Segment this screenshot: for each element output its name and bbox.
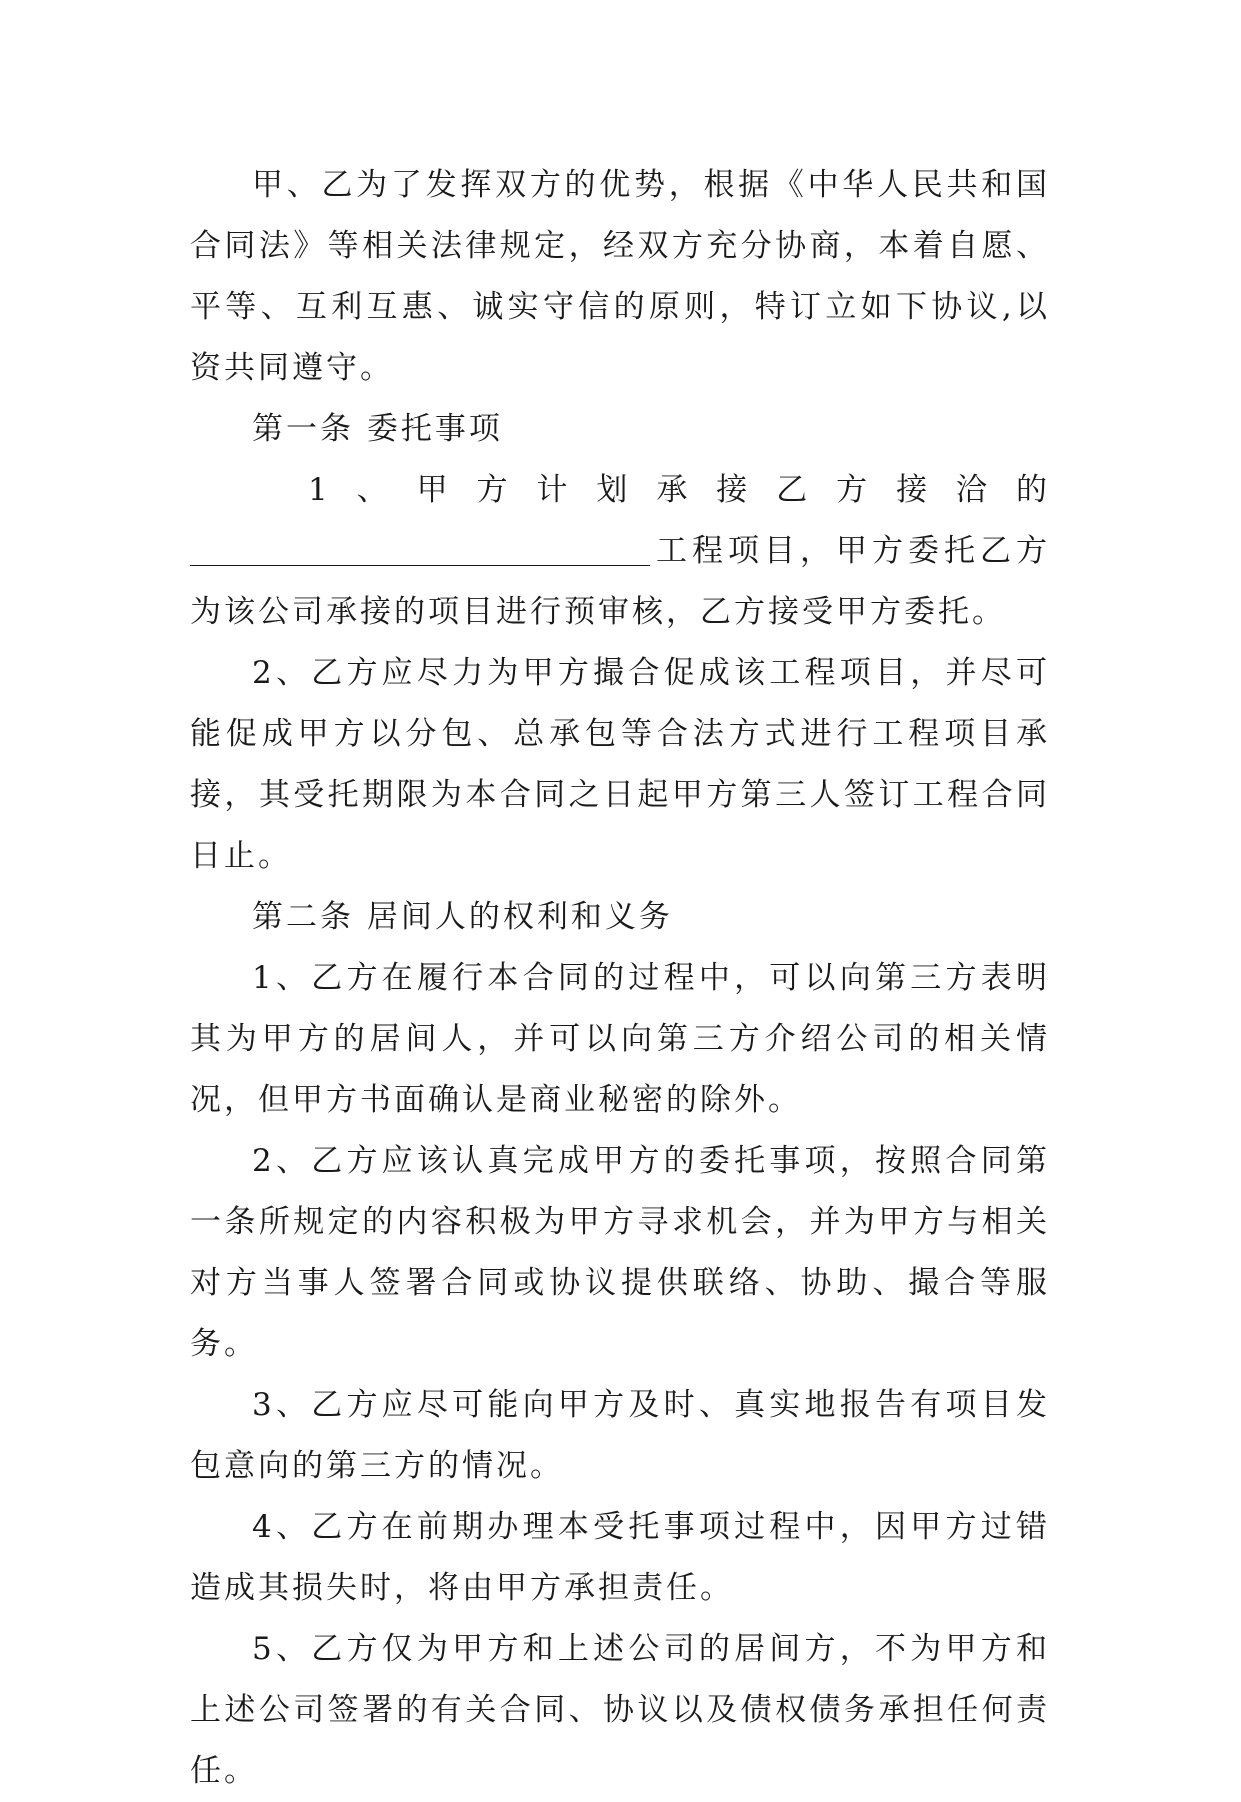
article-1-item-2: 2、乙方应尽力为甲方撮合促成该工程项目，并尽可能促成甲方以分包、总承包等合法方式进行工程项目承接，其受托期限为本合同之日起甲方第三人签订工程合同日止。 <box>190 655 1050 874</box>
article-1-heading: 第一条 委托事项 <box>252 411 503 447</box>
item-1-char: 甲 <box>416 472 451 508</box>
article-1-item-1-continuation <box>190 521 1050 643</box>
article-1-item-1-rest: 工程项目，甲方委托乙方为该公司承接的项目进行预审核，乙方接受甲方委托。 <box>190 533 1050 630</box>
article-2-item-5: 5、乙方仅为甲方和上述公司的居间方，不为甲方和上述公司签署的有关合同、协议以及债权债务承担任何责任。 <box>190 1631 1050 1789</box>
article-1-item-1-first-line <box>190 460 1050 521</box>
item-1-char: 乙 <box>776 472 811 508</box>
item-1-char: 计 <box>536 472 571 508</box>
article-2-item-3: 3、乙方应尽可能向甲方及时、真实地报告有项目发包意向的第三方的情况。 <box>190 1387 1050 1484</box>
item-1-char: 1 <box>308 472 331 508</box>
article-2-item-2: 2、乙方应该认真完成甲方的委托事项，按照合同第一条所规定的内容积极为甲方寻求机会，并为甲方与相关对方当事人签署合同或协议提供联络、协助、撮合等服务。 <box>190 1143 1050 1362</box>
item-1-char: 接 <box>716 472 751 508</box>
article-2-item-1: 1、乙方在履行本合同的过程中，可以向第三方表明其为甲方的居间人，并可以向第三方介绍公司的相关情况，但甲方书面确认是商业秘密的除外。 <box>190 960 1050 1118</box>
item-1-char: 洽 <box>956 472 991 508</box>
project-name-blank <box>190 521 650 566</box>
item-1-char: 承 <box>656 472 691 508</box>
article-2-heading: 第二条 居间人的权利和义务 <box>252 899 673 935</box>
item-1-char: 的 <box>1015 472 1050 508</box>
preamble-paragraph: 甲、乙为了发挥双方的优势，根据《中华人民共和国合同法》等相关法律规定，经双方充分协商，本着自愿、平等、互利互惠、诚实守信的原则，特订立如下协议,以资共同遵守。 <box>190 167 1050 386</box>
item-1-char: 划 <box>596 472 631 508</box>
item-1-char: 接 <box>896 472 931 508</box>
article-2-item-4: 4、乙方在前期办理本受托事项过程中，因甲方过错造成其损失时，将由甲方承担责任。 <box>190 1509 1050 1606</box>
item-1-char: 方 <box>836 472 871 508</box>
item-1-char: 、 <box>356 472 391 508</box>
item-1-char: 方 <box>476 472 511 508</box>
document-body <box>190 155 1050 1802</box>
